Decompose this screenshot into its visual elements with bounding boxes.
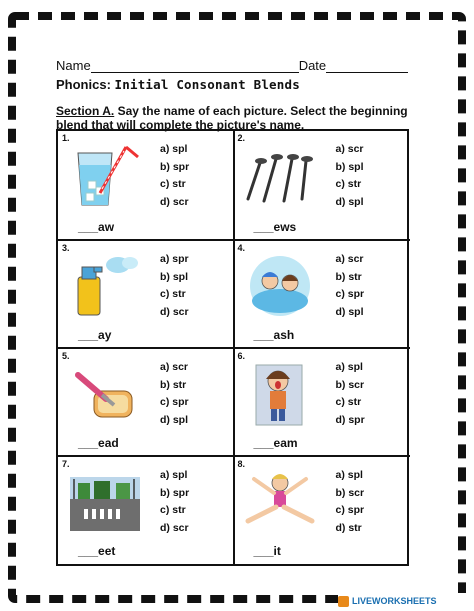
option-d[interactable]: d) str [335, 521, 362, 534]
spray-bottle-icon [64, 253, 144, 318]
option-d[interactable]: d) spl [160, 413, 188, 426]
answer-blank[interactable]: ___eet [78, 544, 116, 558]
spread-knife-bread-icon [64, 361, 144, 426]
option-d[interactable]: d) scr [160, 305, 189, 318]
question-number: 6. [237, 351, 246, 361]
option-a[interactable]: a) scr [335, 143, 364, 155]
scream-girl-icon [240, 361, 320, 426]
option-c[interactable]: c) str [335, 178, 362, 190]
answer-options [336, 251, 365, 321]
question-number: 1. [62, 133, 70, 143]
answer-options [160, 359, 189, 429]
section-label: Section A. [56, 104, 115, 118]
option-b[interactable]: b) spr [160, 486, 190, 499]
answer-options [336, 467, 365, 537]
answer-blank[interactable]: ___ews [253, 220, 297, 234]
date-field[interactable] [326, 60, 408, 73]
answer-blank[interactable]: ___eam [253, 436, 298, 450]
glass-with-straw-icon [64, 143, 144, 208]
answer-options [160, 141, 189, 211]
name-field[interactable] [91, 60, 299, 73]
question-1 [58, 131, 235, 240]
question-2 [234, 131, 411, 240]
option-c[interactable]: c) spr [335, 504, 365, 516]
answer-blank[interactable]: ___it [253, 544, 281, 558]
question-number: 5. [62, 351, 70, 361]
question-number: 4. [237, 243, 246, 253]
instructions [56, 104, 426, 132]
option-a[interactable]: a) spl [335, 361, 363, 373]
option-d[interactable]: d) spl [335, 195, 364, 208]
option-a[interactable]: a) spl [335, 469, 363, 481]
answer-blank[interactable]: ___ay [78, 328, 112, 342]
option-a[interactable]: a) spl [160, 469, 188, 481]
answer-options [336, 141, 364, 211]
option-c[interactable]: c) str [160, 504, 186, 516]
question-number: 3. [62, 243, 70, 253]
question-4 [234, 239, 411, 348]
answer-options [160, 467, 189, 537]
option-a[interactable]: a) spl [160, 143, 188, 155]
liveworksheets-badge[interactable] [338, 593, 470, 609]
option-b[interactable]: b) spl [160, 270, 188, 283]
name-label: Name [56, 58, 91, 73]
option-d[interactable]: d) spl [335, 305, 364, 318]
page-title [56, 77, 300, 92]
option-b[interactable]: b) str [160, 378, 187, 391]
option-c[interactable]: c) str [335, 396, 362, 408]
option-c[interactable]: c) spr [160, 396, 189, 408]
option-b[interactable]: b) str [335, 270, 362, 283]
answer-blank[interactable]: ___ash [253, 328, 295, 342]
split-gymnast-icon [240, 469, 320, 534]
liveworksheets-logo-icon [338, 596, 349, 607]
question-number: 8. [237, 459, 246, 469]
option-c[interactable]: c) spr [335, 288, 365, 300]
screws-icon [240, 143, 320, 208]
answer-options [160, 251, 189, 321]
date-label: Date [298, 58, 327, 73]
question-number: 7. [62, 459, 70, 469]
option-d[interactable]: d) scr [160, 195, 189, 208]
brand-label: LIVEWORKSHEETS [352, 596, 437, 606]
question-6 [234, 347, 411, 456]
option-d[interactable]: d) scr [160, 521, 189, 534]
option-b[interactable]: b) scr [335, 486, 365, 499]
title-prefix: Phonics: [56, 77, 111, 92]
question-grid [56, 129, 409, 566]
option-a[interactable]: a) spr [160, 253, 189, 265]
option-a[interactable]: a) scr [335, 253, 364, 265]
question-5 [58, 347, 235, 456]
name-date-line [56, 58, 408, 73]
option-c[interactable]: c) str [160, 288, 186, 300]
option-b[interactable]: b) spr [160, 160, 190, 173]
answer-options [336, 359, 365, 429]
option-b[interactable]: b) scr [335, 378, 365, 391]
option-c[interactable]: c) str [160, 178, 186, 190]
option-a[interactable]: a) scr [160, 361, 189, 373]
answer-blank[interactable]: ___aw [78, 220, 115, 234]
splash-children-icon [240, 253, 320, 318]
answer-blank[interactable]: ___ead [78, 436, 119, 450]
question-7 [58, 455, 235, 564]
question-number: 2. [237, 133, 246, 143]
option-b[interactable]: b) spl [335, 160, 364, 173]
instructions-text: Say the name of each picture. Select the beginning blend that will complete the picture's name. [56, 104, 408, 132]
question-8 [234, 455, 411, 564]
option-d[interactable]: d) spr [335, 413, 365, 426]
title-subject: Initial Consonant Blends [114, 77, 300, 92]
question-3 [58, 239, 235, 348]
street-icon [64, 469, 144, 534]
